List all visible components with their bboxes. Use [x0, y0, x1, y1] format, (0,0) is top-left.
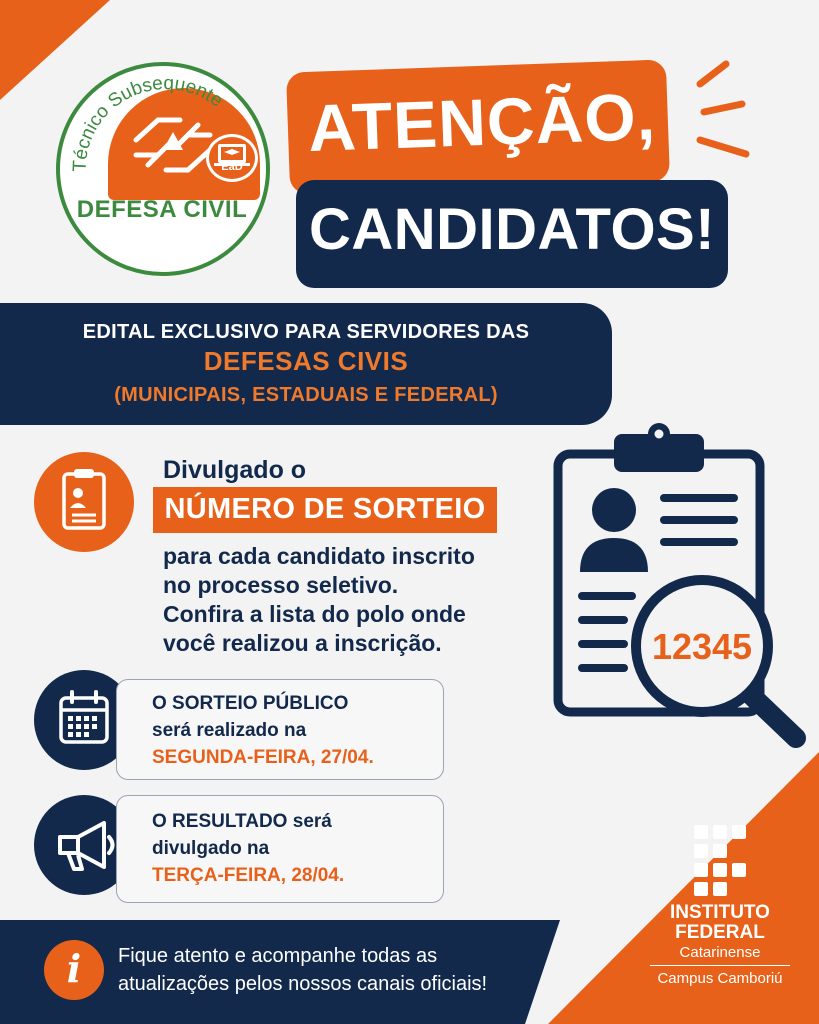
- logo-arc-text-path: Técnico Subsequente: [69, 73, 227, 173]
- sorteio-number: 12345: [651, 626, 753, 667]
- svg-text:Técnico Subsequente: [69, 73, 226, 172]
- edital-line-2: DEFESAS CIVIS: [203, 346, 409, 376]
- institution-name-2: FEDERAL: [675, 922, 765, 943]
- headline-line-1: ATENÇÃO,: [306, 78, 658, 166]
- footer-line-1: Fique atento e acompanhe todas as: [118, 945, 438, 967]
- sorteio-line-1: O SORTEIO PÚBLICO: [152, 693, 349, 714]
- resultado-rest: será: [287, 811, 332, 832]
- description-line: você realizou a inscrição.: [163, 630, 442, 656]
- description-line: Confira a lista do polo onde: [163, 601, 466, 627]
- resultado-date: TERÇA-FEIRA, 28/04.: [152, 865, 345, 886]
- clipboard-circle: [34, 452, 134, 552]
- edital-line-1: EDITAL EXCLUSIVO PARA SERVIDORES DAS: [82, 321, 530, 343]
- resultado-text: [152, 808, 344, 889]
- institution-name: [648, 903, 792, 943]
- headline-line-2: CANDIDATOS!: [308, 197, 716, 262]
- resultado-bold: O RESULTADO: [152, 811, 288, 832]
- description-line: no processo seletivo.: [163, 572, 399, 598]
- sorteio-text: [152, 690, 374, 771]
- institution-divider: [650, 965, 790, 966]
- sorteio-line-2: será realizado na: [152, 720, 307, 741]
- resultado-line-2: divulgado na: [152, 838, 270, 859]
- clipboard-magnifier-icon: [552, 420, 814, 760]
- ead-badge: [206, 134, 258, 182]
- footer-line-2: atualizações pelos nossos canais oficiais!: [118, 973, 488, 995]
- info-icon: i: [66, 946, 82, 991]
- institution-name-1: INSTITUTO: [670, 902, 770, 923]
- clipboard-icon: [34, 452, 134, 552]
- ead-label: EaD: [221, 161, 243, 173]
- footer-text: [118, 942, 487, 998]
- resultado-line-1: [152, 808, 344, 835]
- intro-text: Divulgado o: [163, 456, 307, 484]
- highlight-text: NÚMERO DE SORTEIO: [164, 493, 486, 525]
- sorteio-date: SEGUNDA-FEIRA, 27/04.: [152, 747, 374, 768]
- institution-campus: Campus Camboriú: [657, 970, 783, 987]
- instituto-federal-logo-icon: [694, 825, 746, 897]
- institution-state: Catarinense: [679, 944, 761, 961]
- description-text: [163, 542, 475, 658]
- edital-line-3: (MUNICIPAIS, ESTADUAIS E FEDERAL): [114, 384, 498, 406]
- logo-title: DEFESA CIVIL: [76, 196, 248, 223]
- attention-burst-icon: [686, 56, 766, 166]
- description-line: para cada candidato inscrito: [163, 543, 475, 569]
